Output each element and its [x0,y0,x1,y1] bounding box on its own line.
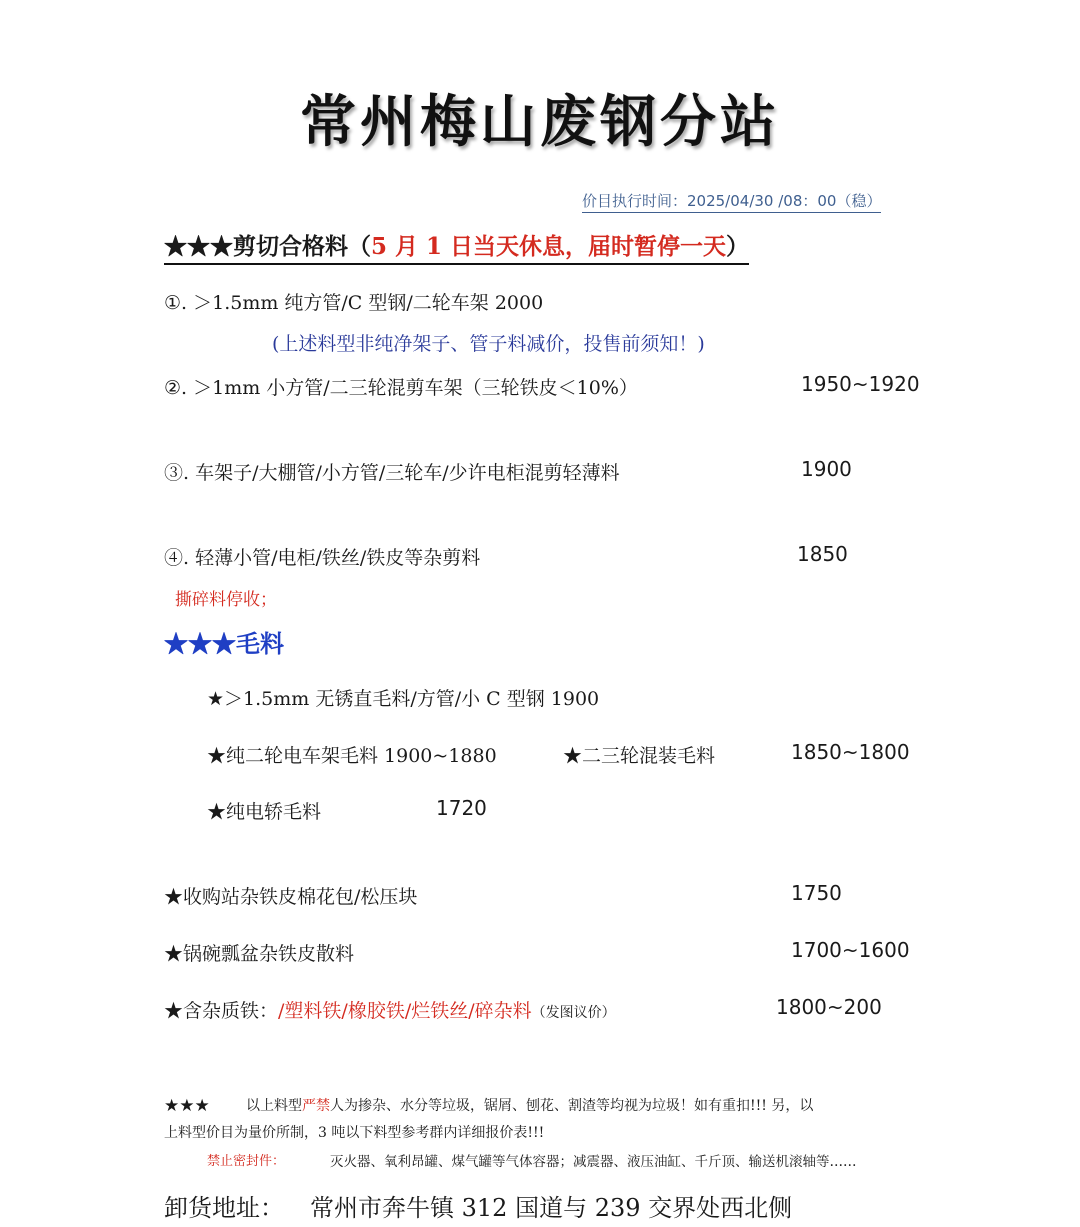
misc-item-1: ★收购站杂铁皮棉花包/松压块 [164,886,418,908]
impurity-price: 1800~200 [776,995,882,1019]
impurity-hint: （发图议价） [531,1005,616,1021]
price-effective-time: 价目执行时间：2025/04/30 /08：00（稳） [582,190,881,213]
footer-stars: ★★★ [164,1096,210,1116]
impurity-types: /塑料铁/橡胶铁/烂铁丝/碎杂料 [278,1000,532,1022]
shear-item-2: ②. ＞1mm 小方管/二三轮混剪车架（三轮铁皮＜10%） [164,377,638,399]
raw-section-heading: ★★★毛料 [164,629,284,658]
shear-heading-close: ） [726,233,750,260]
misc-item-2-price: 1700~1600 [791,938,910,962]
misc-item-1-price: 1750 [791,881,842,905]
banned-items: 灭火器、氧利昂罐、煤气罐等气体容器；减震器、液压油缸、千斤顶、输送机滚轴等…… [330,1154,857,1170]
unloading-address [164,1188,792,1223]
shear-purity-note: (上述料型非纯净架子、管子料减价，投售前须知！) [272,333,705,355]
strictly-forbidden: 严禁 [302,1098,330,1114]
impurity-prefix: ★含杂质铁： [164,1000,279,1022]
footer-line-2: 上料型价目为量价所制，3 吨以下料型参考群内详细报价表!!! [164,1125,545,1141]
banned-label: 禁止密封件： [207,1154,286,1169]
footer-line-1 [246,1093,813,1119]
shear-item-4-price: 1850 [797,542,848,566]
raw-item-1: ★＞1.5mm 无锈直毛料/方管/小 C 型钢 1900 [207,688,600,710]
footer-line-1b: 人为掺杂、水分等垃圾，锯屑、刨花、割渣等均视为垃圾！如有重扣!!! 另，以 [330,1098,814,1114]
shredded-stop-note: 撕碎料停收； [175,590,277,610]
raw-item-3-price: 1850~1800 [791,740,910,764]
page-title: 常州梅山废钢分站 [300,89,780,155]
raw-item-2: ★纯二轮电车架毛料 1900~1880 [207,745,497,767]
shear-item-2-price: 1950~1920 [801,372,920,396]
address-text: 常州市奔牛镇 312 国道与 239 交界处西北侧 [310,1194,793,1222]
footer-line-1a: 以上料型 [246,1098,302,1114]
misc-item-2: ★锅碗瓢盆杂铁皮散料 [164,943,355,965]
raw-item-4-price: 1720 [436,796,487,820]
shear-item-3: ③. 车架子/大棚管/小方管/三轮车/少许电柜混剪轻薄料 [164,462,620,484]
shear-item-1: ①. ＞1.5mm 纯方管/C 型钢/二轮车架 2000 [164,292,544,314]
raw-item-3: ★二三轮混装毛料 [563,745,716,767]
holiday-notice: 5 月 1 日当天休息，届时暂停一天 [371,233,727,260]
shear-item-4: ④. 轻薄小管/电柜/铁丝/铁皮等杂剪料 [164,547,481,569]
shear-heading-text: ★★★剪切合格料（ [164,233,371,260]
shear-item-3-price: 1900 [801,457,852,481]
raw-item-4: ★纯电轿毛料 [207,801,322,823]
impurity-item [164,996,616,1023]
shear-section-heading [164,228,749,265]
address-label: 卸货地址： [164,1194,284,1222]
